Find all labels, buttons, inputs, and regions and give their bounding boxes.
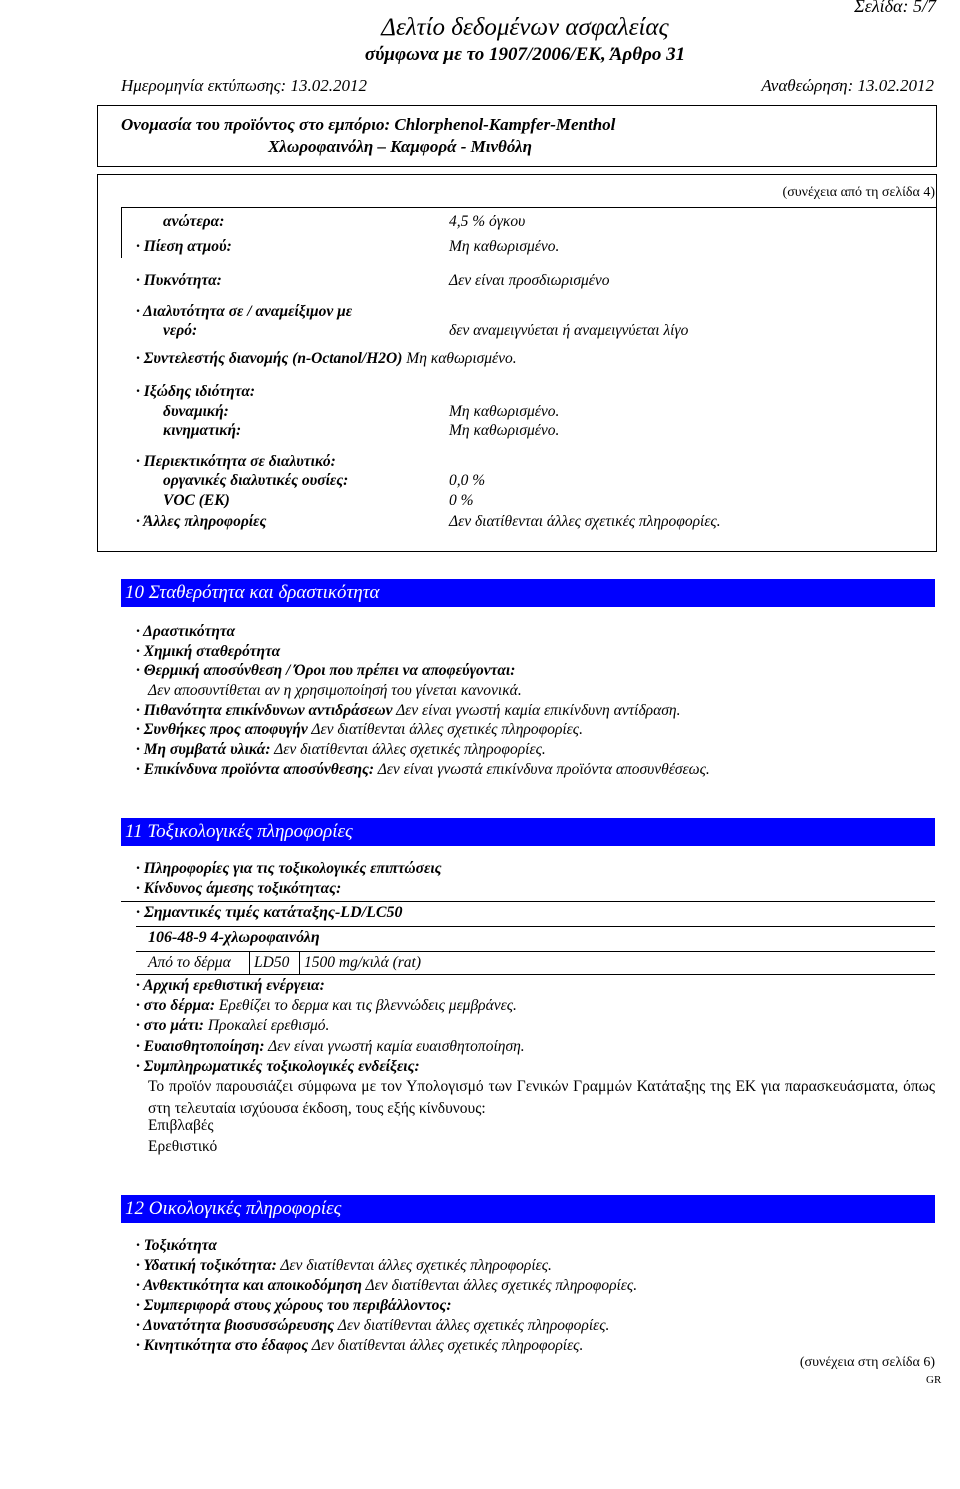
ld-lc50-values: · Σημαντικές τιμές κατάταξης-LD/LC50 bbox=[136, 904, 403, 921]
table-cell-value: 1500 mg/κιλά (rat) bbox=[304, 954, 422, 971]
skin-irritation: · στο δέρμα: Ερεθίζει το δερμα και τις βλεννώδεις μεμβράνες. bbox=[136, 997, 517, 1014]
toxicity: · Τοξικότητα bbox=[136, 1237, 217, 1254]
density-value: Δεν είναι προσδιωρισμένο bbox=[449, 272, 610, 289]
vapour-pressure-value: Μη καθωρισμένο. bbox=[449, 238, 560, 255]
thermal-decomposition: · Θερμική αποσύνθεση / Όροι που πρέπει να αποφεύγονται: bbox=[136, 662, 516, 679]
solubility-label-2: νερό: bbox=[163, 322, 198, 339]
product-greek-name: Χλωροφαινόλη ‒ Καμφορά - Μινθόλη bbox=[268, 137, 532, 156]
aquatic-toxicity: · Υδατική τοξικότητα: Δεν διατίθενται άλλες σχετικές πληροφορίες. bbox=[136, 1257, 552, 1274]
hazard-irritant: Ερεθιστικό bbox=[148, 1138, 218, 1155]
hazardous-decomposition: · Επικίνδυνα προϊόντα αποσύνθεσης: Δεν είναι γνωστά επικίνδυνα προϊόντα αποσυνθέσεως. bbox=[136, 761, 710, 778]
soil-mobility: · Κινητικότητα στο έδαφος Δεν διατίθενται άλλες σχετικές πληροφορίες. bbox=[136, 1337, 584, 1354]
partition-coefficient: · Συντελεστής διανομής (n-Octanol/H2O) Μη καθωρισμένο. bbox=[136, 350, 517, 367]
eye-irritation: · στο μάτι: Προκαλεί ερεθισμό. bbox=[136, 1017, 330, 1034]
conditions-to-avoid: · Συνθήκες προς αποφυγήν Δεν διατίθενται άλλες σχετικές πληροφορίες. bbox=[136, 721, 583, 738]
substance-name: 106-48-9 4-χλωροφαινόλη bbox=[148, 929, 320, 946]
divider bbox=[136, 926, 935, 927]
toxicological-effects: · Πληροφορίες για τις τοξικολογικές επιπτώσεις bbox=[136, 860, 442, 877]
voc-value: 0 % bbox=[449, 492, 474, 509]
country-code: GR bbox=[926, 1374, 942, 1386]
kinematic-label: κινηματική: bbox=[163, 422, 242, 439]
upper-limit-value: 4,5 % όγκου bbox=[449, 213, 526, 230]
primary-irritation: · Αρχική ερεθιστική ενέργεια: bbox=[136, 977, 325, 994]
kinematic-value: Μη καθωρισμένο. bbox=[449, 422, 560, 439]
hazard-harmful: Επιβλαβές bbox=[148, 1117, 214, 1134]
continued-from: (συνέχεια από τη σελίδα 4) bbox=[782, 185, 935, 200]
sensitisation: · Ευαισθητοποίηση: Δεν είναι γνωστή καμία ευαισθητοποίηση. bbox=[136, 1038, 525, 1055]
other-info-label: · Άλλες πληροφορίες bbox=[136, 513, 267, 530]
section-10-heading: 10 Σταθερότητα και δραστικότητα bbox=[121, 579, 935, 607]
density-label: · Πυκνότητα: bbox=[136, 272, 222, 289]
viscosity-label: · Ιξώδης ιδιότητα: bbox=[136, 383, 256, 400]
incompatible-materials: · Μη συμβατά υλικά: Δεν διατίθενται άλλες σχετικές πληροφορίες. bbox=[136, 741, 546, 758]
document-title: Δελτίο δεδομένων ασφαλείας bbox=[381, 14, 669, 41]
upper-limit-label: ανώτερα: bbox=[163, 213, 225, 230]
page-number: Σελίδα: 5/7 bbox=[854, 0, 936, 16]
solubility-label-1: · Διαλυτότητα σε / αναμείξιμον με bbox=[136, 303, 353, 320]
persistence-degradability: · Ανθεκτικότητα και αποικοδόμηση Δεν διατίθενται άλλες σχετικές πληροφορίες. bbox=[136, 1277, 638, 1294]
revision-date: Αναθεώρηση: 13.02.2012 bbox=[761, 76, 934, 95]
divider bbox=[121, 901, 935, 902]
chemical-stability: · Χημική σταθερότητα bbox=[136, 643, 281, 660]
section-11-heading: 11 Τοξικολογικές πληροφορίες bbox=[121, 818, 935, 846]
solvent-content-label: · Περιεκτικότητα σε διαλυτικό: bbox=[136, 453, 336, 470]
environmental-behaviour: · Συμπεριφορά στους χώρους του περιβάλλοντος: bbox=[136, 1297, 452, 1314]
product-name: Ονομασία του προϊόντος στο εμπόριο: Chlorphenol-Kampfer-Menthol bbox=[121, 115, 616, 134]
table-cell-type: LD50 bbox=[250, 952, 300, 974]
thermal-decomposition-text: Δεν αποσυντίθεται αν η χρησιμοποίησή του γίνεται κανονικά. bbox=[148, 682, 522, 699]
table-cell-route: Από το δέρμα bbox=[144, 952, 250, 974]
continued-to: (συνέχεια στη σελίδα 6) bbox=[799, 1355, 935, 1370]
print-date: Ημερομηνία εκτύπωσης: 13.02.2012 bbox=[121, 76, 367, 95]
reactivity: · Δραστικότητα bbox=[136, 623, 236, 640]
document-subtitle: σύμφωνα με το 1907/2006/ΕΚ, Άρθρο 31 bbox=[364, 44, 686, 65]
additional-toxicological-info: · Συμπληρωματικές τοξικολογικές ενδείξεις: bbox=[136, 1058, 420, 1075]
solubility-value: δεν αναμειγνύεται ή αναμειγνύεται λίγο bbox=[449, 322, 689, 339]
organic-solvents-value: 0,0 % bbox=[449, 472, 486, 489]
dynamic-label: δυναμική: bbox=[163, 403, 229, 420]
hazardous-reactions: · Πιθανότητα επικίνδυνων αντιδράσεων Δεν είναι γνωστή καμία επικίνδυνη αντίδραση. bbox=[136, 702, 681, 719]
other-info-value: Δεν διατίθενται άλλες σχετικές πληροφορίες. bbox=[449, 513, 721, 530]
acute-toxicity: · Κίνδυνος άμεσης τοξικότητας: bbox=[136, 880, 342, 897]
vapour-pressure-label: · Πίεση ατμού: bbox=[136, 238, 232, 255]
dynamic-value: Μη καθωρισμένο. bbox=[449, 403, 560, 420]
bioaccumulation: · Δυνατότητα βιοσυσσώρευσης Δεν διατίθενται άλλες σχετικές πληροφορίες. bbox=[136, 1317, 610, 1334]
organic-solvents-label: οργανικές διαλυτικές ουσίες: bbox=[163, 472, 349, 489]
section-12-heading: 12 Οικολογικές πληροφορίες bbox=[121, 1195, 935, 1223]
voc-label: VOC (ΕΚ) bbox=[163, 492, 230, 509]
divider bbox=[136, 974, 935, 975]
toxicological-paragraph: Το προϊόν παρουσιάζει σύμφωνα με τον Υπολογισμό των Γενικών Γραμμών Κατάταξης της ΕΚ για παρασκευάσματα, όπως στη τελευταία ισχύουσα έκδοση, τους εξής κίνδυνους: bbox=[148, 1078, 935, 1117]
